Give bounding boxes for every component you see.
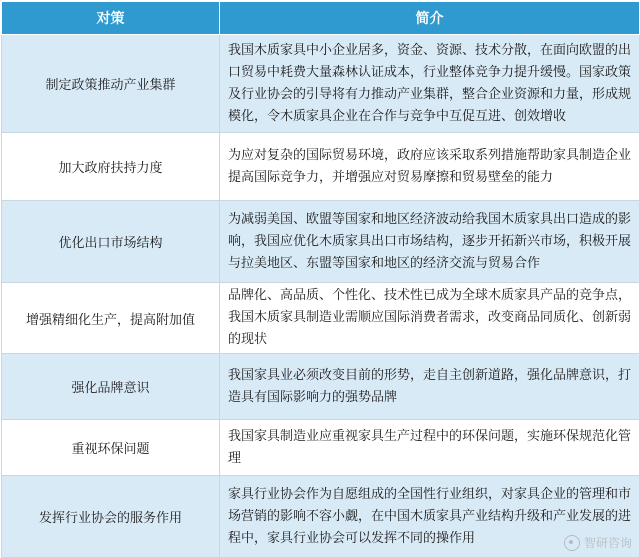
table-row (2, 283, 640, 354)
intro-cell: 为减弱美国、欧盟等国家和地区经济波动给我国木质家具出口造成的影响，我国应优化木质家具出口市场结构，逐步开拓新兴市场，积极开展与拉美地区、东盟等国家和地区的经济交流与贸易合作 (220, 201, 640, 283)
watermark (564, 534, 632, 551)
strategy-cell: 制定政策推动产业集群 (2, 35, 220, 133)
table-row (2, 35, 640, 133)
intro-cell: 我国木质家具中小企业居多，资金、资源、技术分散，在面向欧盟的出口贸易中耗费大量森林认证成本，行业整体竞争力提升缓慢。国家政策及行业协会的引导将有力推动产业集群，整合企业资源和力量，形成规模化，令木质家具企业在合作与竞争中互促互进、创效增收 (220, 35, 640, 133)
table-row (2, 354, 640, 420)
header-strategy: 对策 (2, 2, 220, 35)
strategy-cell: 发挥行业协会的服务作用 (2, 476, 220, 558)
strategy-cell: 优化出口市场结构 (2, 201, 220, 283)
table-row (2, 420, 640, 476)
watermark-text: 智研咨询 (583, 536, 632, 550)
intro-cell: 为应对复杂的国际贸易环境，政府应该采取系列措施帮助家具制造企业提高国际竞争力，并增强应对贸易摩擦和贸易壁垒的能力 (220, 133, 640, 201)
strategy-cell: 强化品牌意识 (2, 354, 220, 420)
table-header-row (2, 2, 640, 35)
table-row (2, 201, 640, 283)
strategy-cell: 加大政府扶持力度 (2, 133, 220, 201)
header-intro: 简介 (220, 2, 640, 35)
table-row (2, 476, 640, 558)
intro-cell: 家具行业协会作为自愿组成的全国性行业组织，对家具企业的管理和市场营销的影响不容小觑，在中国木质家具产业结构升级和产业发展的进程中，家具行业协会可以发挥不同的操作用 (220, 476, 640, 558)
intro-cell: 品牌化、高品质、个性化、技术性已成为全球木质家具产品的竞争点，我国木质家具制造业需顺应国际消费者需求，改变商品同质化、创新弱的现状 (220, 283, 640, 354)
strategy-cell: 重视环保问题 (2, 420, 220, 476)
strategy-cell: 增强精细化生产，提高附加值 (2, 283, 220, 354)
intro-cell: 我国家具制造业应重视家具生产过程中的环保问题，实施环保规范化管理 (220, 420, 640, 476)
table-row (2, 133, 640, 201)
strategy-table (1, 1, 640, 558)
logo-circle-icon (564, 535, 580, 551)
intro-cell: 我国家具业必须改变目前的形势，走自主创新道路，强化品牌意识，打造具有国际影响力的强势品牌 (220, 354, 640, 420)
